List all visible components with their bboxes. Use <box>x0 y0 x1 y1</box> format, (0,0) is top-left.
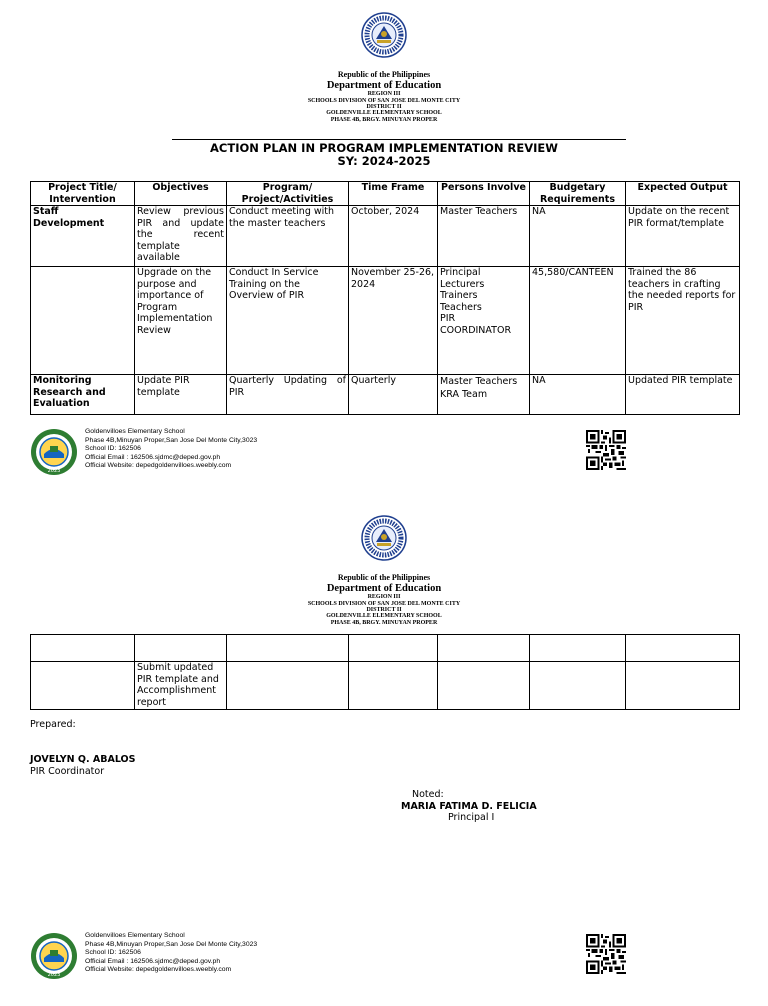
footer-school-name: Goldenvilloes Elementary School <box>85 932 185 939</box>
person-item: Lecturers <box>440 278 485 290</box>
qr-code-icon <box>585 934 627 974</box>
school-text: GOLDENVILLE ELEMENTARY SCHOOL <box>326 110 442 117</box>
footer-school-id: School ID: 162506 <box>85 445 141 453</box>
department-text: Department of Education <box>326 583 442 595</box>
footer-text <box>85 932 257 975</box>
cell-objectives: Submit updated PIR template and Accomplishment report <box>135 662 227 710</box>
table-row <box>31 267 740 375</box>
district-text: DISTRICT II <box>366 104 402 110</box>
footer-text <box>85 428 257 471</box>
cell-persons <box>438 206 530 267</box>
footer-address: Phase 4B,Minuyan Proper,San Jose Del Monte City,3023 <box>85 436 258 444</box>
noted-label: Noted: <box>412 789 444 800</box>
footer-email: Official Email : 162506.sjdmc@deped.gov.ph <box>85 957 221 965</box>
logo-year: 2023 <box>47 972 61 978</box>
school-logo-icon <box>30 428 78 476</box>
letterhead <box>0 574 768 626</box>
cell-objectives: Update PIR template <box>135 375 227 415</box>
deped-seal-icon <box>361 515 407 561</box>
footer-address: Phase 4B,Minuyan Proper,San Jose Del Monte City,3023 <box>85 940 258 948</box>
document-title: ACTION PLAN IN PROGRAM IMPLEMENTATION REVIEW <box>210 141 558 155</box>
page-footer <box>30 428 730 476</box>
district-text: DISTRICT II <box>366 607 402 613</box>
division-text: SCHOOLS DIVISION OF SAN JOSE DEL MONTE CITY <box>307 600 461 607</box>
noted-title: Principal I <box>448 812 495 823</box>
cell-project: Monitoring Research and Evaluation <box>31 375 135 415</box>
header-project: Project Title/ Intervention <box>31 182 135 206</box>
page-title <box>0 142 768 168</box>
person-item: COORDINATOR <box>440 324 512 336</box>
header-time-frame: Time Frame <box>349 182 438 206</box>
school-year: SY: 2024-2025 <box>337 154 431 168</box>
header-persons: Persons Involve <box>438 182 530 206</box>
footer-school-name: Goldenvilloes Elementary School <box>85 428 185 435</box>
department-text: Department of Education <box>326 80 442 92</box>
cell-program: Conduct In Service Training on the Overview of PIR <box>227 267 349 375</box>
cell-time-frame: October, 2024 <box>349 206 438 267</box>
logo-year: 2023 <box>47 468 61 474</box>
action-plan-table <box>30 181 740 415</box>
republic-text: Republic of the Philippines <box>337 573 431 582</box>
school-text: GOLDENVILLE ELEMENTARY SCHOOL <box>326 613 442 620</box>
cell-persons <box>438 375 530 415</box>
person-item: Teachers <box>440 301 482 313</box>
action-plan-table-continued <box>30 634 740 710</box>
cell-output: Updated PIR template <box>626 375 740 415</box>
prepared-label: Prepared: <box>30 719 76 730</box>
republic-text: Republic of the Philippines <box>337 70 431 79</box>
address-text: PHASE 4B, BRGY. MINUYAN PROPER <box>330 619 438 626</box>
footer-email: Official Email : 162506.sjdmc@deped.gov.ph <box>85 453 221 461</box>
region-text: REGION III <box>367 594 401 601</box>
prepared-name: JOVELYN Q. ABALOS <box>30 754 136 765</box>
divider <box>172 139 626 140</box>
person-item: Trainers <box>440 290 478 301</box>
deped-seal-icon <box>361 12 407 58</box>
person-item: KRA Team <box>440 389 488 400</box>
person-item: Master Teachers <box>440 376 518 387</box>
footer-school-id: School ID: 162506 <box>85 949 141 957</box>
cell-output: Trained the 86 teachers in crafting the needed reports for PIR <box>626 267 740 375</box>
prepared-title: PIR Coordinator <box>30 766 105 777</box>
footer-website: Official Website: depedgoldenvilloes.weebly.com <box>85 966 232 974</box>
cell-output: Update on the recent PIR format/template <box>626 206 740 267</box>
table-row <box>31 635 740 662</box>
division-text: SCHOOLS DIVISION OF SAN JOSE DEL MONTE CITY <box>307 97 461 104</box>
cell-time-frame: November 25-26, 2024 <box>349 267 438 375</box>
cell-objectives: Upgrade on the purpose and importance of Program Implementation Review <box>135 267 227 375</box>
table-row <box>31 375 740 415</box>
header-output: Expected Output <box>626 182 740 206</box>
cell-program: Quarterly Updating of PIR <box>227 375 349 415</box>
cell-project: Staff Development <box>31 206 135 267</box>
cell-objectives: Review previous PIR and update the recent template available <box>135 206 227 267</box>
letterhead <box>0 71 768 123</box>
cell-persons <box>438 267 530 375</box>
table-row <box>31 206 740 267</box>
cell-time-frame: Quarterly <box>349 375 438 415</box>
cell-budget: NA <box>530 206 626 267</box>
page-footer <box>30 932 730 980</box>
address-text: PHASE 4B, BRGY. MINUYAN PROPER <box>330 116 438 123</box>
cell-project <box>31 267 135 375</box>
header-budget: Budgetary Requirements <box>530 182 626 206</box>
noted-name: MARIA FATIMA D. FELICIA <box>401 801 537 812</box>
region-text: REGION III <box>367 91 401 98</box>
table-row <box>31 662 740 710</box>
person-item: Master Teachers <box>440 206 518 217</box>
header-objectives: Objectives <box>135 182 227 206</box>
cell-budget: NA <box>530 375 626 415</box>
qr-code-icon <box>585 430 627 470</box>
person-item: Principal <box>440 267 481 278</box>
cell-budget: 45,580/CANTEEN <box>530 267 626 375</box>
cell-program: Conduct meeting with the master teachers <box>227 206 349 267</box>
table-header-row <box>31 182 740 206</box>
school-logo-icon <box>30 932 78 980</box>
person-item: PIR <box>440 313 456 324</box>
header-program: Program/ Project/Activities <box>227 182 349 206</box>
footer-website: Official Website: depedgoldenvilloes.weebly.com <box>85 462 232 470</box>
